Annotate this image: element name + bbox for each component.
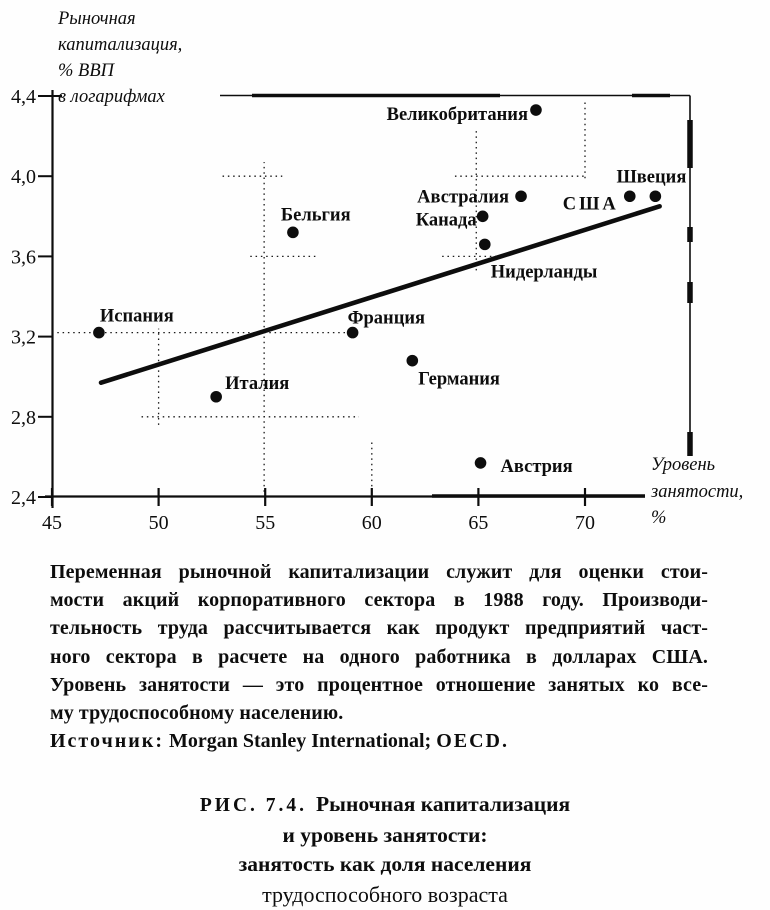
x-tick-label: 45: [42, 512, 62, 534]
point-label-sweden: Швеция: [616, 167, 687, 188]
point-italy: [210, 391, 222, 403]
y-axis-title-line: % ВВП: [58, 61, 114, 81]
source-label: Источник:: [50, 730, 164, 752]
x-tick-label: 60: [361, 512, 382, 534]
source-oecd: OECD.: [436, 730, 510, 752]
point-label-italy: Италия: [225, 373, 290, 394]
caption-title: Рыночная капитализация: [316, 792, 571, 816]
description-line: му трудоспособному населению.: [50, 702, 344, 725]
point-label-austria: Австрия: [500, 456, 573, 477]
x-axis-title: [651, 452, 743, 532]
point-label-canada: Канада: [415, 210, 477, 231]
point-label-uk: Великобритания: [386, 105, 528, 126]
trend-line: [101, 206, 660, 382]
description-line: Переменная рыночной капитализации служит для оценки стои-: [50, 561, 708, 583]
caption-line-1: [0, 790, 770, 821]
point-label-spain: Испания: [99, 306, 174, 327]
x-tick-label: 65: [468, 512, 489, 534]
description-line: мости акций корпоративного сектора в 1988 году. Производи-: [50, 589, 708, 612]
figure-description: [50, 558, 708, 727]
point-canada: [477, 211, 489, 223]
source-line: [50, 730, 509, 753]
figure-caption: [0, 790, 770, 909]
x-tick-label: 50: [148, 512, 169, 534]
point-label-australia: Австралия: [417, 187, 510, 208]
description-line: ного сектора в расчете на одного работника в долларах США.: [50, 645, 708, 668]
y-tick-label: 3,6: [11, 246, 36, 269]
point-spain: [93, 327, 105, 339]
point-label-belgium: Бельгия: [280, 205, 351, 226]
x-axis-title-line: занятости,: [651, 481, 744, 502]
description-line: тельность труда рассчитывается как продукт предприятий част-: [50, 617, 708, 640]
point-usa: [624, 190, 636, 202]
point-sweden: [650, 190, 662, 202]
y-axis-title-line: капитализация,: [58, 35, 183, 55]
point-label-france: Франция: [347, 308, 426, 329]
y-tick-label: 4,4: [11, 86, 36, 108]
point-netherlands: [479, 239, 491, 251]
x-axis-title-line: Уровень: [651, 455, 716, 475]
y-axis-title-line: Рыночная: [58, 9, 136, 29]
point-germany: [407, 355, 419, 367]
point-austria: [475, 457, 487, 469]
point-uk: [530, 104, 542, 116]
y-tick-label: 3,2: [11, 326, 36, 349]
point-label-germany: Германия: [418, 369, 500, 390]
description-line: Уровень занятости — это процентное отношение занятых ко все-: [50, 673, 708, 696]
x-tick-label: 70: [575, 512, 595, 534]
point-label-netherlands: Нидерланды: [490, 262, 598, 283]
point-label-usa: США: [562, 194, 619, 215]
y-tick-label: 2,8: [11, 406, 36, 429]
x-axis-title-line: %: [651, 508, 667, 528]
y-tick-label: 4,0: [11, 166, 36, 189]
y-axis-title-line: в логарифмах: [58, 87, 165, 107]
source-text: Morgan Stanley International;: [164, 730, 437, 752]
caption-line-2: и уровень занятости:: [282, 822, 488, 847]
point-belgium: [287, 227, 299, 239]
caption-line-4: трудоспособного возраста: [262, 881, 508, 907]
point-australia: [515, 190, 527, 202]
y-tick-label: 2,4: [11, 487, 36, 509]
x-tick-label: 55: [255, 512, 276, 534]
figure-number: РИС. 7.4.: [199, 795, 308, 816]
caption-line-3: занятость как доля населения: [238, 852, 532, 876]
